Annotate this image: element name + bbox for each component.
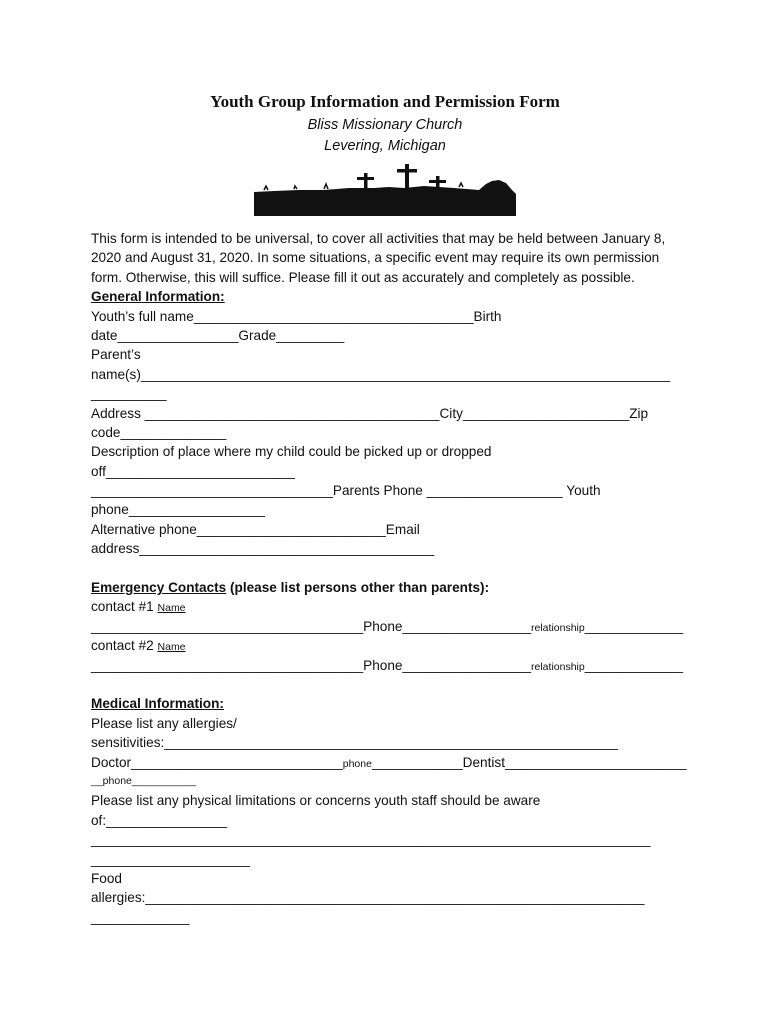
contact-2-phone-line: _________________	[402, 657, 532, 673]
emergency-heading-row	[91, 578, 691, 597]
church-location: Levering, Michigan	[324, 138, 446, 154]
dentist-phone-field[interactable]: __phone___________	[91, 774, 197, 787]
medical-info-heading: Medical Information:	[91, 696, 224, 712]
parents-name-field-cont[interactable]: __________	[91, 386, 167, 402]
intro-line-1: This form is intended to be universal, to cover all activities that may be held between January 8,	[91, 231, 666, 246]
pickup-description-label: Description of place where my child could be picked up or dropped	[91, 444, 492, 460]
limitations-field-cont[interactable]: __________________________________________________________________________	[91, 832, 651, 848]
doctor-phone-label: phone	[342, 757, 372, 770]
contact-2-label: contact #2	[91, 638, 158, 654]
emergency-heading-note: (please list persons other than parents):	[226, 580, 490, 596]
contact-1-label: contact #1	[91, 599, 158, 615]
parents-phone-field[interactable]: ________________________________Parents Phone __________________ Youth	[91, 483, 601, 499]
doctor-dentist-field[interactable]	[91, 753, 691, 772]
food-label: Food	[91, 870, 122, 886]
doctor-line: Doctor____________________________	[91, 754, 343, 770]
contact-2-name-label: Name	[157, 641, 186, 654]
sensitivities-field[interactable]: sensitivities:____________________________________________________________	[91, 735, 618, 751]
contact-1-relationship-line: _____________	[584, 618, 684, 634]
pickup-description-field[interactable]: off_________________________	[91, 463, 295, 479]
limitations-field[interactable]: of:________________	[91, 812, 228, 828]
food-allergies-field[interactable]: allergies:__________________________________________________________________	[91, 890, 645, 906]
contact-1-phone-line: _________________	[402, 618, 532, 634]
youth-name-field[interactable]: Youth’s full name_____________________________________Birth	[91, 308, 502, 324]
form-title: Youth Group Information and Permission Form	[210, 92, 560, 111]
three-crosses-icon	[254, 160, 516, 216]
limitations-field-cont-2[interactable]: _____________________	[91, 851, 250, 867]
church-name: Bliss Missionary Church	[307, 117, 463, 133]
zip-code-field[interactable]: code______________	[91, 424, 227, 440]
dentist-line: ____________Dentist________________________	[371, 754, 687, 770]
contact-1-label-row	[91, 597, 691, 616]
contact-2-field[interactable]	[91, 656, 691, 675]
contact-2-relationship-line: _____________	[584, 657, 684, 673]
limitations-label: Please list any physical limitations or concerns youth staff should be aware	[91, 793, 541, 809]
parents-label: Parent’s	[91, 347, 141, 363]
food-allergies-field-cont[interactable]: _____________	[91, 909, 190, 925]
contact-1-name-label: Name	[157, 602, 186, 615]
form-body	[91, 229, 691, 927]
general-info-heading: General Information:	[91, 289, 225, 305]
alternative-phone-field[interactable]: Alternative phone_________________________Email	[91, 521, 420, 537]
emergency-heading: Emergency Contacts	[91, 580, 227, 596]
intro-line-2: 2020 and August 31, 2020. In some situations, a specific event may require its own permission	[91, 250, 660, 266]
birthdate-grade-field[interactable]: date________________Grade_________	[91, 327, 345, 343]
parents-name-field[interactable]: name(s)______________________________________________________________________	[91, 366, 671, 382]
contact-2-name-phone: ____________________________________Phone	[91, 657, 403, 673]
contact-1-relationship: relationship	[531, 621, 585, 634]
contact-2-relationship: relationship	[531, 660, 585, 673]
address-field[interactable]: Address _______________________________________City______________________Zip	[91, 405, 649, 421]
email-address-field[interactable]: address_______________________________________	[91, 541, 435, 557]
contact-1-field[interactable]	[91, 617, 691, 636]
youth-phone-field[interactable]: phone__________________	[91, 502, 265, 518]
allergies-label: Please list any allergies/	[91, 715, 237, 731]
contact-2-label-row	[91, 636, 691, 655]
contact-1-name-phone: ____________________________________Phone	[91, 618, 403, 634]
intro-line-3: form. Otherwise, this will suffice. Please fill it out as accurately and completely as possible.	[91, 269, 635, 285]
